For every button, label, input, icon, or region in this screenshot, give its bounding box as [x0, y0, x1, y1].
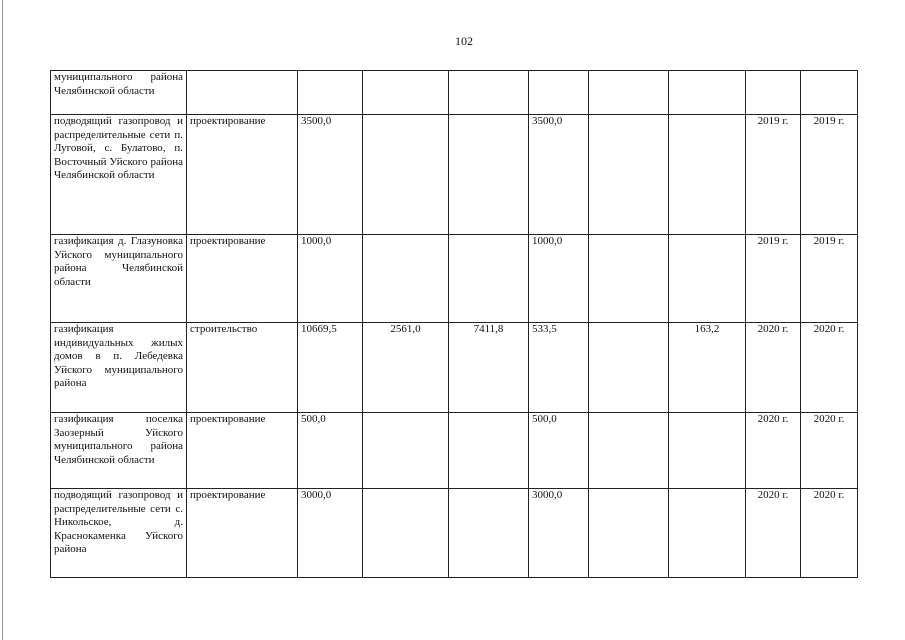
- page-number: 102: [455, 34, 473, 48]
- funding-cell-5: 163,2: [669, 323, 746, 413]
- table-row: [51, 413, 858, 489]
- funding-cell-4: [589, 235, 669, 323]
- end-year-cell: 2020 г.: [801, 489, 858, 578]
- funding-cell-3: 3500,0: [529, 115, 589, 235]
- table-row: [51, 115, 858, 235]
- funding-cell-2: 7411,8: [449, 323, 529, 413]
- work-type-cell: [187, 71, 298, 115]
- funding-cell-5: [669, 235, 746, 323]
- funding-cell-2: [449, 71, 529, 115]
- work-type-cell: проектирование: [187, 413, 298, 489]
- funding-cell-1: [363, 115, 449, 235]
- end-year-cell: 2020 г.: [801, 413, 858, 489]
- start-year-cell: [746, 71, 801, 115]
- funding-cell-5: [669, 489, 746, 578]
- object-name-cell: газификация д. Глазуновка Уйского муниципального района Челябинской области: [51, 235, 187, 323]
- funding-cell-1: 2561,0: [363, 323, 449, 413]
- total-cost-cell: [298, 71, 363, 115]
- funding-cell-1: [363, 235, 449, 323]
- funding-cell-1: [363, 413, 449, 489]
- table-row: [51, 489, 858, 578]
- object-name-cell: подводящий газопровод и распределительные сети с. Никольское, д. Краснокаменка Уйского района: [51, 489, 187, 578]
- funding-cell-2: [449, 115, 529, 235]
- page-left-edge-line: [2, 0, 3, 640]
- funding-cell-5: [669, 71, 746, 115]
- end-year-cell: [801, 71, 858, 115]
- start-year-cell: 2019 г.: [746, 115, 801, 235]
- funding-cell-1: [363, 71, 449, 115]
- funding-cell-4: [589, 413, 669, 489]
- funding-cell-4: [589, 71, 669, 115]
- funding-cell-2: [449, 489, 529, 578]
- funding-cell-5: [669, 413, 746, 489]
- work-type-cell: проектирование: [187, 115, 298, 235]
- total-cost-cell: 500,0: [298, 413, 363, 489]
- table-row: [51, 235, 858, 323]
- funding-cell-5: [669, 115, 746, 235]
- end-year-cell: 2019 г.: [801, 235, 858, 323]
- work-type-cell: проектирование: [187, 235, 298, 323]
- object-name-cell: газификация поселка Заозерный Уйского муниципального района Челябинской области: [51, 413, 187, 489]
- funding-cell-4: [589, 323, 669, 413]
- end-year-cell: 2019 г.: [801, 115, 858, 235]
- end-year-cell: 2020 г.: [801, 323, 858, 413]
- object-name-cell: подводящий газопровод и распределительные сети п. Луговой, с. Булатово, п. Восточный Уйского района Челябинской области: [51, 115, 187, 235]
- funding-cell-3: 533,5: [529, 323, 589, 413]
- funding-cell-3: 3000,0: [529, 489, 589, 578]
- table-row: [51, 323, 858, 413]
- funding-cell-2: [449, 413, 529, 489]
- funding-cell-2: [449, 235, 529, 323]
- total-cost-cell: 1000,0: [298, 235, 363, 323]
- funding-cell-3: [529, 71, 589, 115]
- funding-cell-3: 500,0: [529, 413, 589, 489]
- work-type-cell: строительство: [187, 323, 298, 413]
- data-table: [50, 70, 858, 578]
- funding-cell-1: [363, 489, 449, 578]
- total-cost-cell: 10669,5: [298, 323, 363, 413]
- start-year-cell: 2020 г.: [746, 323, 801, 413]
- start-year-cell: 2020 г.: [746, 489, 801, 578]
- object-name-cell: газификация индивидуальных жилых домов в п. Лебедевка Уйского муниципального района: [51, 323, 187, 413]
- start-year-cell: 2020 г.: [746, 413, 801, 489]
- total-cost-cell: 3500,0: [298, 115, 363, 235]
- table-body: [51, 71, 858, 578]
- object-name-cell: муниципального района Челябинской области: [51, 71, 187, 115]
- start-year-cell: 2019 г.: [746, 235, 801, 323]
- funding-cell-4: [589, 489, 669, 578]
- table-row: [51, 71, 858, 115]
- work-type-cell: проектирование: [187, 489, 298, 578]
- funding-cell-4: [589, 115, 669, 235]
- total-cost-cell: 3000,0: [298, 489, 363, 578]
- funding-cell-3: 1000,0: [529, 235, 589, 323]
